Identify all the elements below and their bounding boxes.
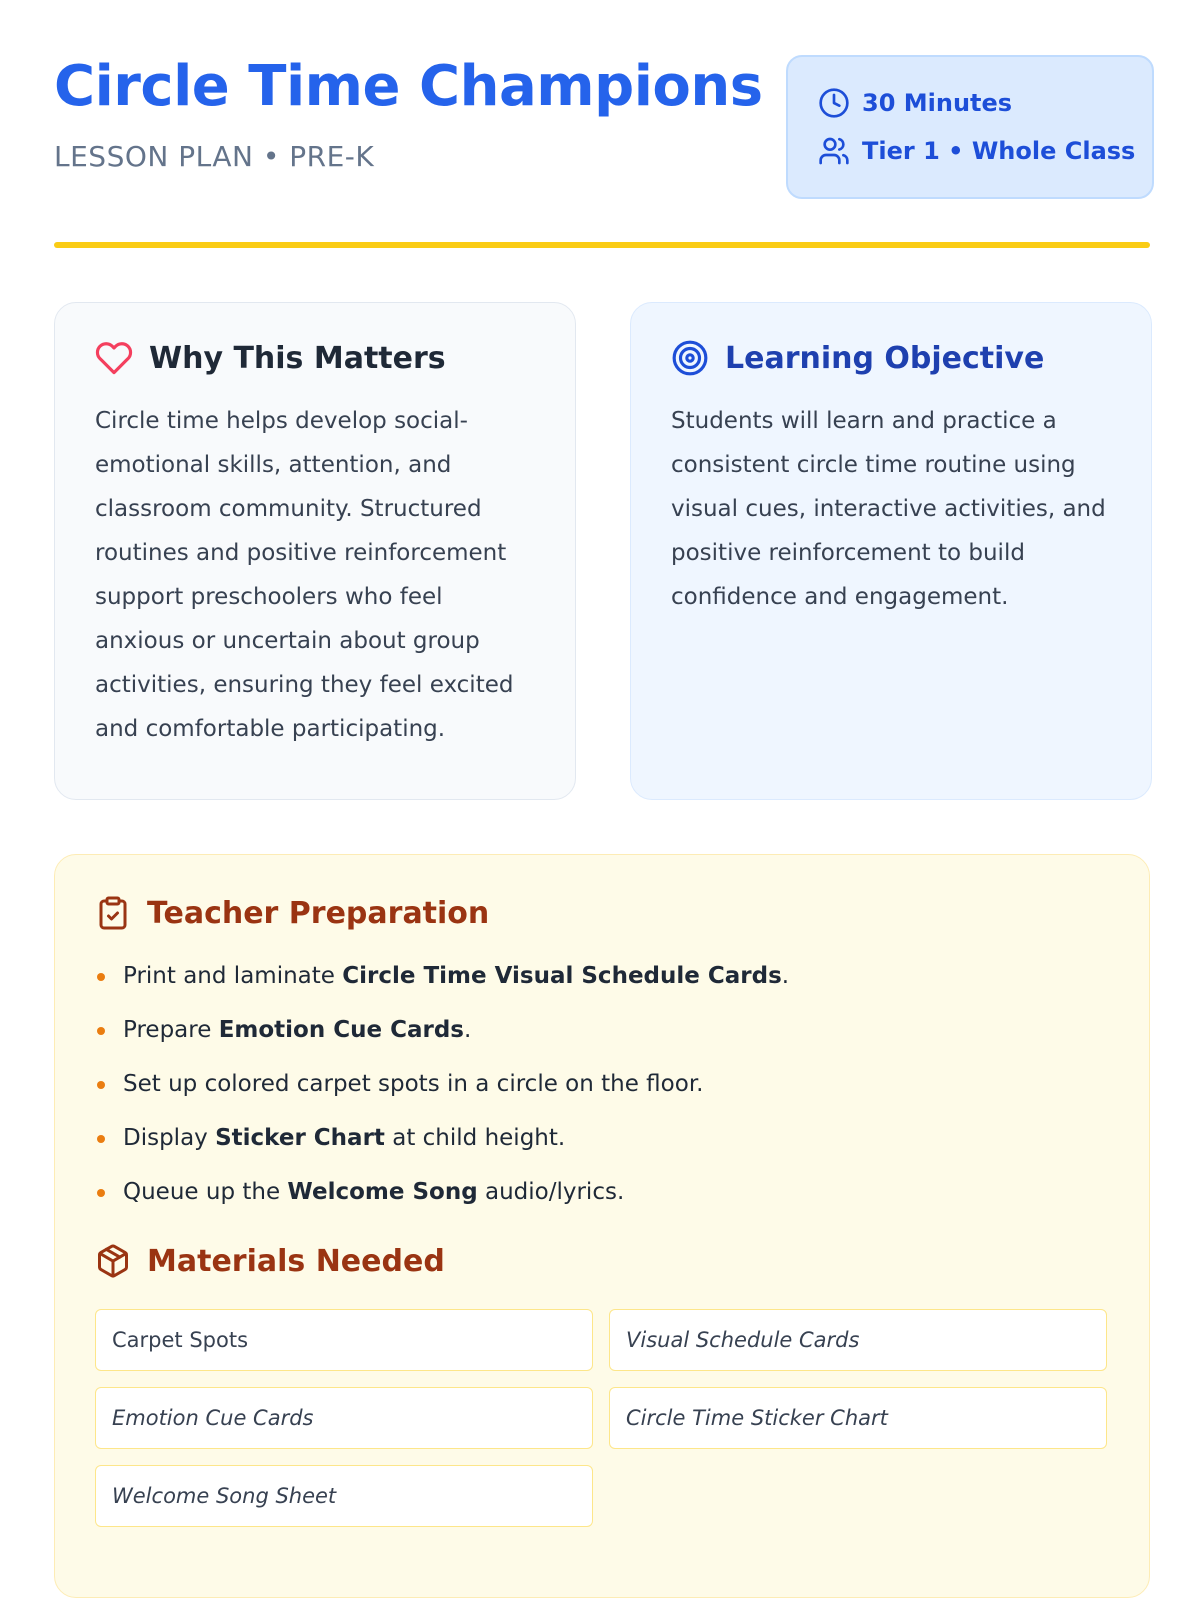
objective-body: Students will learn and practice a consistent circle time routine using visual cues, interactive activities, and positive reinforcement to build confidence and engagement. — [671, 408, 1106, 610]
duration-row — [818, 87, 1012, 119]
why-body: Circle time helps develop social-emotional skills, attention, and classroom community. Structured routines and positive reinforcement support preschoolers who feel anxious or uncertain about group activities, ensuring they feel excited and comfortable participating. — [95, 408, 514, 742]
prep-item: Queue up the Welcome Song audio/lyrics. — [95, 1177, 1109, 1207]
page-title: Circle Time Champions — [54, 54, 763, 119]
clock-icon — [818, 87, 850, 119]
users-icon — [818, 135, 850, 167]
package-icon — [95, 1243, 131, 1279]
duration-text: 30 Minutes — [862, 89, 1013, 117]
prep-item: Prepare Emotion Cue Cards. — [95, 1015, 1109, 1045]
materials-grid — [95, 1309, 1109, 1527]
why-title: Why This Matters — [149, 340, 446, 376]
grouping-row — [818, 135, 1135, 167]
lesson-meta-box — [786, 55, 1154, 199]
material-item: Circle Time Sticker Chart — [609, 1387, 1107, 1449]
prep-list — [95, 961, 1109, 1207]
lesson-header — [54, 52, 1150, 202]
prep-title: Teacher Preparation — [147, 895, 490, 931]
objective-card — [630, 302, 1152, 800]
prep-item: Display Sticker Chart at child height. — [95, 1123, 1109, 1153]
heart-icon — [95, 339, 133, 377]
material-item: Emotion Cue Cards — [95, 1387, 593, 1449]
why-card — [54, 302, 576, 800]
prep-item: Print and laminate Circle Time Visual Schedule Cards. — [95, 961, 1109, 991]
materials-title: Materials Needed — [147, 1243, 445, 1279]
target-icon — [671, 339, 709, 377]
page-subtitle: LESSON PLAN • PRE-K — [54, 140, 375, 173]
materials-header — [95, 1243, 1109, 1279]
why-card-header — [95, 339, 535, 377]
clipboard-check-icon — [95, 895, 131, 931]
material-item: Visual Schedule Cards — [609, 1309, 1107, 1371]
prep-item: Set up colored carpet spots in a circle on the floor. — [95, 1069, 1109, 1099]
objective-card-header — [671, 339, 1111, 377]
objective-title: Learning Objective — [725, 340, 1045, 376]
header-divider — [54, 242, 1150, 248]
prep-header — [95, 895, 1109, 931]
material-item: Welcome Song Sheet — [95, 1465, 593, 1527]
teacher-prep-section — [54, 854, 1150, 1598]
material-item: Carpet Spots — [95, 1309, 593, 1371]
grouping-text: Tier 1 • Whole Class — [862, 137, 1136, 165]
